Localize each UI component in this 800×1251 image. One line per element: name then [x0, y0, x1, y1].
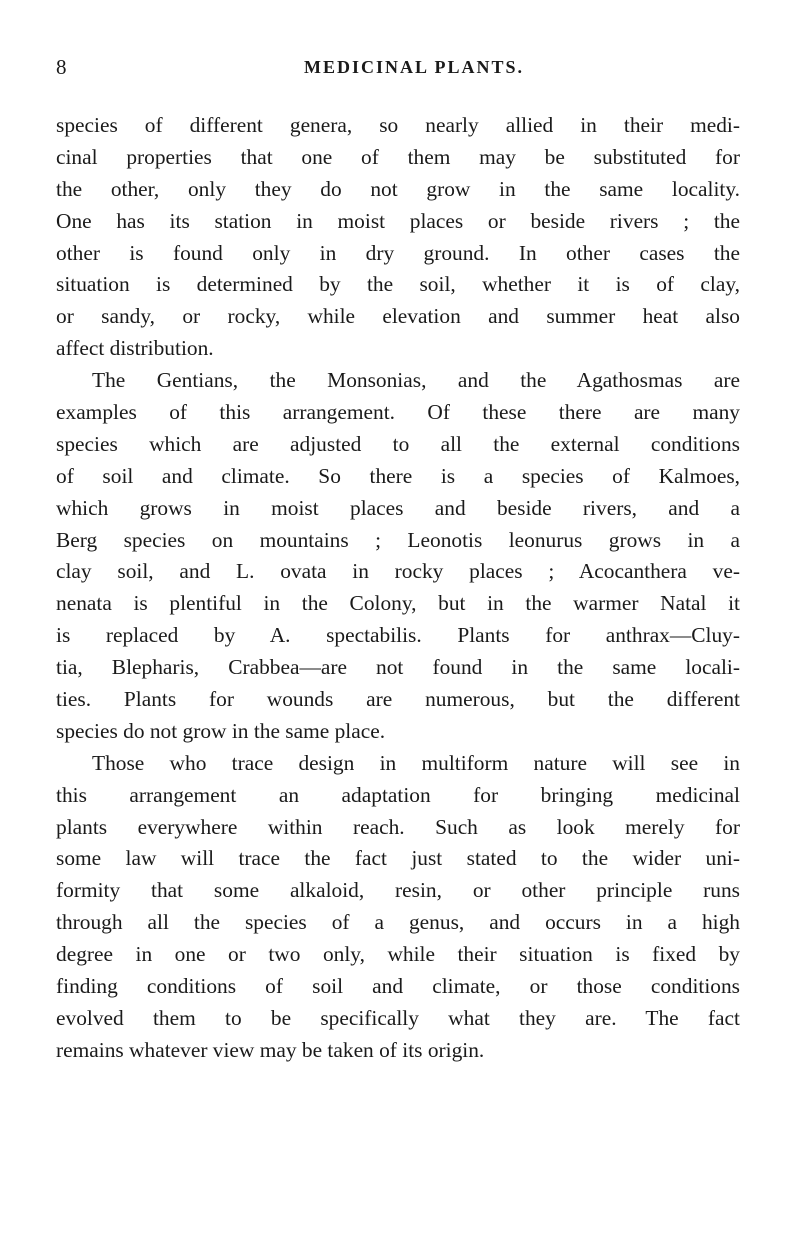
text-line: plants everywhere within reach. Such as look merely for	[56, 814, 740, 839]
text-line: through all the species of a genus, and occurs in a high	[56, 910, 740, 935]
text-line: some law will trace the fact just stated to the wider uni-	[56, 846, 740, 871]
text-line: this arrangement an adaptation for bringing medicinal	[56, 782, 740, 807]
text-line: The Gentians, the Monsonias, and the Agathosmas are	[92, 368, 740, 393]
text-line: which grows in moist places and beside rivers, and a	[56, 495, 740, 520]
text-line: is replaced by A. spectabilis. Plants for anthrax—Cluy-	[56, 623, 740, 648]
text-line: Berg species on mountains ; Leonotis leonurus grows in a	[56, 527, 740, 552]
text-line: Those who trace design in multiform nature will see in	[92, 750, 740, 775]
page-number: 8	[56, 55, 67, 79]
text-line: examples of this arrangement. Of these there are many	[56, 400, 740, 425]
text-line: degree in one or two only, while their situation is fixed by	[56, 942, 740, 967]
text-line: cinal properties that one of them may be substituted for	[56, 144, 740, 169]
body-text	[56, 110, 740, 1067]
text-line: evolved them to be specifically what they are. The fact	[56, 1005, 740, 1030]
running-head: MEDICINAL PLANTS.	[303, 57, 525, 77]
text-line: other is found only in dry ground. In other cases the	[56, 240, 740, 265]
text-line: or sandy, or rocky, while elevation and summer heat also	[56, 304, 740, 329]
text-line: tia, Blepharis, Crabbea—are not found in the same locali-	[56, 655, 740, 680]
text-line: situation is determined by the soil, whether it is of clay,	[56, 272, 740, 297]
text-line: clay soil, and L. ovata in rocky places ; Acocanthera ve-	[56, 559, 740, 584]
text-line: species which are adjusted to all the external conditions	[56, 431, 740, 456]
text-line: species of different genera, so nearly allied in their medi-	[56, 113, 740, 137]
text-line: of soil and climate. So there is a species of Kalmoes,	[56, 463, 740, 488]
text-line: One has its station in moist places or beside rivers ; the	[56, 208, 740, 233]
text-line: finding conditions of soil and climate, or those conditions	[56, 974, 740, 999]
text-line: nenata is plentiful in the Colony, but in the warmer Natal it	[56, 591, 740, 616]
page-header	[56, 52, 736, 82]
text-line: species do not grow in the same place.	[56, 718, 386, 743]
text-line: affect distribution.	[56, 336, 214, 361]
text-line: remains whatever view may be taken of its origin.	[56, 1037, 485, 1062]
text-line: ties. Plants for wounds are numerous, but the different	[56, 687, 740, 712]
text-line: formity that some alkaloid, resin, or other principle runs	[56, 878, 740, 903]
text-line: the other, only they do not grow in the same locality.	[56, 176, 740, 201]
